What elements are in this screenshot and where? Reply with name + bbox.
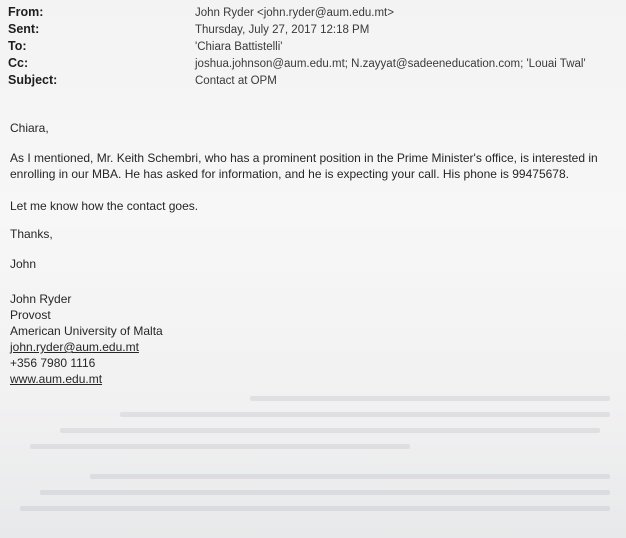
sent-label: Sent: (8, 22, 40, 36)
bleed-line (60, 428, 600, 433)
signature-email-link[interactable]: john.ryder@aum.edu.mt (10, 340, 139, 354)
show-through-texture (0, 390, 626, 538)
sender-first-name: John (10, 257, 37, 271)
bleed-line (120, 412, 610, 417)
subject-label: Subject: (8, 73, 58, 87)
cc-value: joshua.johnson@aum.edu.mt; N.zayyat@sadeeneducation.com; 'Louai Twal' (195, 58, 586, 70)
email-header (8, 4, 618, 89)
to-row (8, 38, 618, 55)
email-body (10, 120, 620, 387)
signature-name: John Ryder (10, 292, 72, 306)
bleed-line (30, 444, 410, 449)
signature-website-line (10, 371, 620, 387)
subject-row (8, 72, 618, 89)
bleed-line (20, 506, 610, 511)
closing: Thanks, (10, 227, 53, 241)
to-value: 'Chiara Battistelli' (195, 41, 283, 53)
cc-row (8, 55, 618, 72)
paragraph-2: Let me know how the contact goes. (10, 199, 199, 213)
signature-phone: +356 7980 1116 (10, 356, 96, 370)
from-value: John Ryder <john.ryder@aum.edu.mt> (195, 7, 394, 19)
sent-row (8, 21, 618, 38)
bleed-line (90, 474, 610, 479)
bleed-line (40, 490, 610, 495)
signature-organization: American University of Malta (10, 324, 163, 338)
from-row (8, 4, 618, 21)
sent-value: Thursday, July 27, 2017 12:18 PM (195, 24, 370, 36)
signature-website-link[interactable]: www.aum.edu.mt (10, 372, 103, 386)
from-label: From: (8, 5, 44, 19)
cc-label: Cc: (8, 56, 29, 70)
paragraph-1 (10, 150, 620, 182)
greeting: Chiara, (10, 121, 49, 135)
signature-email-line (10, 339, 620, 355)
subject-value: Contact at OPM (195, 75, 277, 87)
to-label: To: (8, 39, 27, 53)
bleed-line (250, 396, 610, 401)
signature-block (10, 291, 620, 387)
paragraph-1-line-1: As I mentioned, Mr. Keith Schembri, who has a prominent position in the Prime Minister's office, is interested in (10, 151, 598, 165)
paragraph-1-line-2: enrolling in our MBA. He has asked for information, and he is expecting your call. His phone is 99475678. (10, 167, 569, 181)
signature-title: Provost (10, 308, 51, 322)
